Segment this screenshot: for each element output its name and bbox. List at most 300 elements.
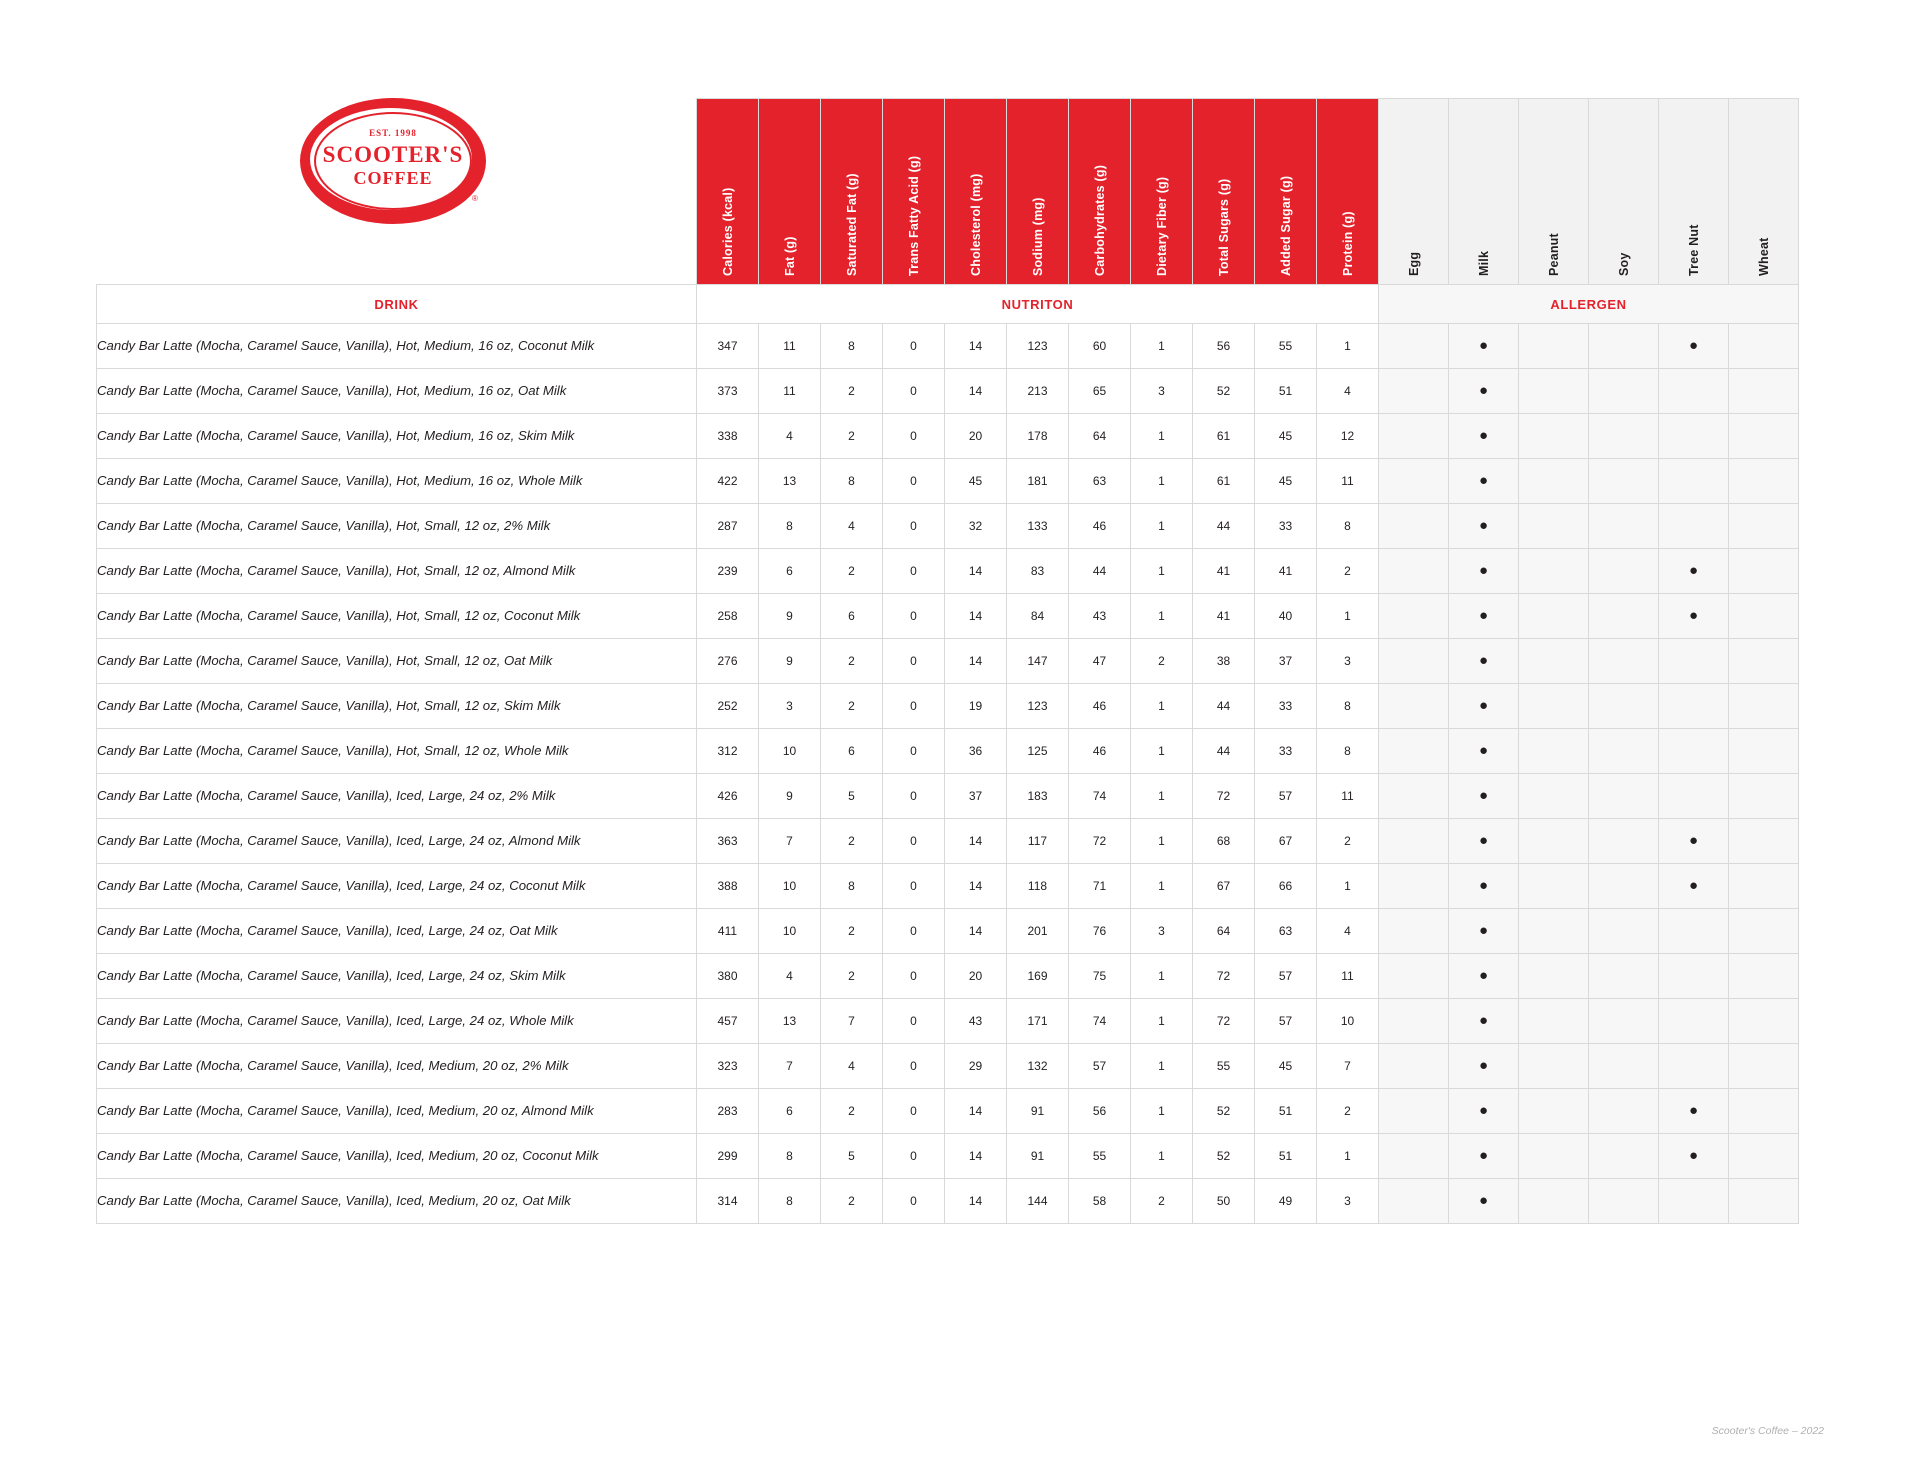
nutrition-value-cell: 57 xyxy=(1255,954,1317,999)
nutrition-value-cell: 0 xyxy=(883,999,945,1044)
nutrition-value-cell: 14 xyxy=(945,819,1007,864)
allergen-marker-cell xyxy=(1519,819,1589,864)
drink-name-cell: Candy Bar Latte (Mocha, Caramel Sauce, Vanilla), Hot, Medium, 16 oz, Whole Milk xyxy=(97,459,697,504)
nutrition-value-cell: 66 xyxy=(1255,864,1317,909)
allergen-marker-cell: ● xyxy=(1659,594,1729,639)
col-header-milk: Milk xyxy=(1449,99,1519,285)
nutrition-value-cell: 20 xyxy=(945,414,1007,459)
nutrition-value-cell: 2 xyxy=(821,954,883,999)
nutrition-value-cell: 61 xyxy=(1193,414,1255,459)
allergen-marker-cell: ● xyxy=(1449,1044,1519,1089)
nutrition-value-cell: 323 xyxy=(697,1044,759,1089)
allergen-marker-cell xyxy=(1729,594,1799,639)
nutrition-value-cell: 0 xyxy=(883,954,945,999)
nutrition-value-cell: 8 xyxy=(759,1134,821,1179)
nutrition-value-cell: 67 xyxy=(1193,864,1255,909)
nutrition-value-cell: 37 xyxy=(945,774,1007,819)
table-row xyxy=(97,504,1799,549)
allergen-marker-cell xyxy=(1729,729,1799,774)
nutrition-value-cell: 299 xyxy=(697,1134,759,1179)
drink-name-cell: Candy Bar Latte (Mocha, Caramel Sauce, Vanilla), Hot, Small, 12 oz, Oat Milk xyxy=(97,639,697,684)
nutrition-value-cell: 64 xyxy=(1069,414,1131,459)
nutrition-value-cell: 83 xyxy=(1007,549,1069,594)
nutrition-table xyxy=(96,98,1799,1224)
nutrition-value-cell: 60 xyxy=(1069,324,1131,369)
nutrition-value-cell: 2 xyxy=(821,684,883,729)
drink-name-cell: Candy Bar Latte (Mocha, Caramel Sauce, Vanilla), Hot, Medium, 16 oz, Coconut Milk xyxy=(97,324,697,369)
nutrition-value-cell: 44 xyxy=(1193,729,1255,774)
nutrition-value-cell: 252 xyxy=(697,684,759,729)
allergen-marker-cell xyxy=(1519,459,1589,504)
allergen-marker-cell: ● xyxy=(1659,549,1729,594)
allergen-marker-cell xyxy=(1729,999,1799,1044)
allergen-marker-cell xyxy=(1379,1134,1449,1179)
nutrition-value-cell: 4 xyxy=(821,1044,883,1089)
nutrition-value-cell: 43 xyxy=(1069,594,1131,639)
table-row xyxy=(97,639,1799,684)
allergen-marker-cell: ● xyxy=(1449,324,1519,369)
allergen-marker-cell xyxy=(1729,1044,1799,1089)
nutrition-value-cell: 2 xyxy=(821,1089,883,1134)
nutrition-value-cell: 132 xyxy=(1007,1044,1069,1089)
nutrition-value-cell: 32 xyxy=(945,504,1007,549)
nutrition-value-cell: 7 xyxy=(1317,1044,1379,1089)
nutrition-value-cell: 11 xyxy=(759,324,821,369)
nutrition-value-cell: 0 xyxy=(883,459,945,504)
drink-name-cell: Candy Bar Latte (Mocha, Caramel Sauce, Vanilla), Hot, Small, 12 oz, Skim Milk xyxy=(97,684,697,729)
allergen-marker-cell xyxy=(1379,954,1449,999)
allergen-marker-cell xyxy=(1379,504,1449,549)
allergen-marker-cell xyxy=(1519,774,1589,819)
nutrition-value-cell: 43 xyxy=(945,999,1007,1044)
nutrition-value-cell: 1 xyxy=(1131,414,1193,459)
allergen-marker-cell xyxy=(1659,504,1729,549)
nutrition-value-cell: 52 xyxy=(1193,1089,1255,1134)
nutrition-value-cell: 147 xyxy=(1007,639,1069,684)
allergen-marker-cell: ● xyxy=(1659,864,1729,909)
nutrition-value-cell: 3 xyxy=(759,684,821,729)
nutrition-value-cell: 1 xyxy=(1131,999,1193,1044)
logo-est-text: EST. 1998 xyxy=(369,128,417,138)
nutrition-value-cell: 44 xyxy=(1069,549,1131,594)
allergen-marker-cell xyxy=(1729,684,1799,729)
allergen-marker-cell xyxy=(1589,369,1659,414)
logo-brand-name: SCOOTER'S xyxy=(322,142,464,167)
allergen-marker-cell xyxy=(1379,819,1449,864)
nutrition-value-cell: 72 xyxy=(1069,819,1131,864)
nutrition-value-cell: 7 xyxy=(759,819,821,864)
nutrition-value-cell: 287 xyxy=(697,504,759,549)
nutrition-value-cell: 2 xyxy=(1131,639,1193,684)
nutrition-value-cell: 8 xyxy=(1317,504,1379,549)
allergen-marker-cell: ● xyxy=(1449,999,1519,1044)
nutrition-value-cell: 56 xyxy=(1193,324,1255,369)
nutrition-value-cell: 169 xyxy=(1007,954,1069,999)
drink-name-cell: Candy Bar Latte (Mocha, Caramel Sauce, Vanilla), Iced, Large, 24 oz, Almond Milk xyxy=(97,819,697,864)
nutrition-value-cell: 2 xyxy=(1317,1089,1379,1134)
nutrition-value-cell: 0 xyxy=(883,324,945,369)
nutrition-value-cell: 74 xyxy=(1069,999,1131,1044)
drink-name-cell: Candy Bar Latte (Mocha, Caramel Sauce, Vanilla), Iced, Large, 24 oz, 2% Milk xyxy=(97,774,697,819)
col-header-trans-fatty-acid: Trans Fatty Acid (g) xyxy=(883,99,945,285)
nutrition-value-cell: 41 xyxy=(1193,549,1255,594)
nutrition-value-cell: 201 xyxy=(1007,909,1069,954)
nutrition-value-cell: 1 xyxy=(1317,324,1379,369)
allergen-marker-cell xyxy=(1659,729,1729,774)
col-header-calories: Calories (kcal) xyxy=(697,99,759,285)
allergen-marker-cell xyxy=(1379,864,1449,909)
nutrition-value-cell: 10 xyxy=(759,909,821,954)
nutrition-value-cell: 422 xyxy=(697,459,759,504)
col-header-wheat: Wheat xyxy=(1729,99,1799,285)
nutrition-value-cell: 276 xyxy=(697,639,759,684)
nutrition-value-cell: 6 xyxy=(821,729,883,774)
allergen-marker-cell xyxy=(1729,549,1799,594)
table-row xyxy=(97,999,1799,1044)
allergen-marker-cell: ● xyxy=(1449,684,1519,729)
nutrition-value-cell: 2 xyxy=(821,549,883,594)
allergen-marker-cell xyxy=(1379,414,1449,459)
nutrition-value-cell: 49 xyxy=(1255,1179,1317,1224)
nutrition-value-cell: 0 xyxy=(883,909,945,954)
header-logo-spacer xyxy=(97,99,697,285)
allergen-marker-cell xyxy=(1519,729,1589,774)
nutrition-value-cell: 84 xyxy=(1007,594,1069,639)
allergen-marker-cell: ● xyxy=(1659,324,1729,369)
nutrition-value-cell: 45 xyxy=(1255,459,1317,504)
allergen-marker-cell: ● xyxy=(1449,639,1519,684)
nutrition-value-cell: 2 xyxy=(1317,549,1379,594)
allergen-marker-cell xyxy=(1589,1179,1659,1224)
nutrition-value-cell: 19 xyxy=(945,684,1007,729)
allergen-marker-cell: ● xyxy=(1449,774,1519,819)
table-row xyxy=(97,324,1799,369)
table-row xyxy=(97,414,1799,459)
nutrition-value-cell: 71 xyxy=(1069,864,1131,909)
nutrition-value-cell: 72 xyxy=(1193,774,1255,819)
allergen-marker-cell: ● xyxy=(1449,864,1519,909)
allergen-marker-cell xyxy=(1519,1134,1589,1179)
nutrition-value-cell: 2 xyxy=(1317,819,1379,864)
nutrition-value-cell: 6 xyxy=(821,594,883,639)
nutrition-value-cell: 64 xyxy=(1193,909,1255,954)
nutrition-value-cell: 338 xyxy=(697,414,759,459)
table-body xyxy=(97,324,1799,1224)
allergen-marker-cell xyxy=(1659,684,1729,729)
nutrition-value-cell: 63 xyxy=(1255,909,1317,954)
section-header-nutrition: NUTRITON xyxy=(697,285,1379,324)
allergen-marker-cell xyxy=(1729,1134,1799,1179)
nutrition-value-cell: 68 xyxy=(1193,819,1255,864)
drink-name-cell: Candy Bar Latte (Mocha, Caramel Sauce, Vanilla), Iced, Large, 24 oz, Whole Milk xyxy=(97,999,697,1044)
col-header-saturated-fat: Saturated Fat (g) xyxy=(821,99,883,285)
nutrition-value-cell: 10 xyxy=(759,729,821,774)
nutrition-value-cell: 363 xyxy=(697,819,759,864)
nutrition-value-cell: 2 xyxy=(821,1179,883,1224)
table-row xyxy=(97,369,1799,414)
allergen-marker-cell xyxy=(1589,549,1659,594)
nutrition-value-cell: 3 xyxy=(1131,369,1193,414)
nutrition-value-cell: 0 xyxy=(883,729,945,774)
nutrition-value-cell: 46 xyxy=(1069,684,1131,729)
nutrition-value-cell: 76 xyxy=(1069,909,1131,954)
allergen-marker-cell xyxy=(1729,909,1799,954)
nutrition-value-cell: 5 xyxy=(821,774,883,819)
nutrition-value-cell: 1 xyxy=(1317,1134,1379,1179)
nutrition-value-cell: 312 xyxy=(697,729,759,774)
nutrition-value-cell: 0 xyxy=(883,414,945,459)
nutrition-value-cell: 74 xyxy=(1069,774,1131,819)
allergen-marker-cell: ● xyxy=(1449,369,1519,414)
nutrition-value-cell: 1 xyxy=(1131,594,1193,639)
nutrition-value-cell: 3 xyxy=(1317,1179,1379,1224)
nutrition-value-cell: 14 xyxy=(945,549,1007,594)
nutrition-value-cell: 11 xyxy=(1317,459,1379,504)
allergen-marker-cell xyxy=(1589,864,1659,909)
nutrition-value-cell: 29 xyxy=(945,1044,1007,1089)
nutrition-value-cell: 171 xyxy=(1007,999,1069,1044)
nutrition-value-cell: 6 xyxy=(759,549,821,594)
nutrition-value-cell: 314 xyxy=(697,1179,759,1224)
allergen-marker-cell xyxy=(1659,999,1729,1044)
table-row xyxy=(97,1044,1799,1089)
allergen-marker-cell xyxy=(1589,999,1659,1044)
allergen-marker-cell: ● xyxy=(1449,954,1519,999)
drink-name-cell: Candy Bar Latte (Mocha, Caramel Sauce, Vanilla), Hot, Small, 12 oz, 2% Milk xyxy=(97,504,697,549)
nutrition-value-cell: 45 xyxy=(1255,1044,1317,1089)
allergen-marker-cell xyxy=(1659,1179,1729,1224)
nutrition-value-cell: 65 xyxy=(1069,369,1131,414)
nutrition-value-cell: 9 xyxy=(759,639,821,684)
nutrition-value-cell: 14 xyxy=(945,1179,1007,1224)
nutrition-value-cell: 0 xyxy=(883,864,945,909)
allergen-marker-cell xyxy=(1729,954,1799,999)
allergen-marker-cell xyxy=(1519,504,1589,549)
allergen-marker-cell xyxy=(1659,639,1729,684)
nutrition-value-cell: 8 xyxy=(759,1179,821,1224)
allergen-marker-cell: ● xyxy=(1449,414,1519,459)
nutrition-value-cell: 36 xyxy=(945,729,1007,774)
nutrition-value-cell: 1 xyxy=(1131,459,1193,504)
nutrition-value-cell: 50 xyxy=(1193,1179,1255,1224)
allergen-marker-cell: ● xyxy=(1449,909,1519,954)
allergen-marker-cell xyxy=(1519,639,1589,684)
allergen-marker-cell xyxy=(1379,909,1449,954)
allergen-marker-cell: ● xyxy=(1449,1179,1519,1224)
nutrition-value-cell: 33 xyxy=(1255,504,1317,549)
nutrition-value-cell: 13 xyxy=(759,459,821,504)
nutrition-value-cell: 91 xyxy=(1007,1089,1069,1134)
nutrition-value-cell: 5 xyxy=(821,1134,883,1179)
nutrition-value-cell: 0 xyxy=(883,684,945,729)
allergen-marker-cell xyxy=(1589,639,1659,684)
nutrition-value-cell: 1 xyxy=(1131,1089,1193,1134)
nutrition-value-cell: 125 xyxy=(1007,729,1069,774)
allergen-marker-cell xyxy=(1519,1179,1589,1224)
nutrition-value-cell: 1 xyxy=(1131,1134,1193,1179)
nutrition-value-cell: 55 xyxy=(1255,324,1317,369)
nutrition-value-cell: 0 xyxy=(883,369,945,414)
allergen-marker-cell xyxy=(1589,1044,1659,1089)
allergen-marker-cell: ● xyxy=(1449,459,1519,504)
allergen-marker-cell xyxy=(1589,1089,1659,1134)
allergen-marker-cell xyxy=(1659,954,1729,999)
nutrition-value-cell: 57 xyxy=(1255,999,1317,1044)
nutrition-value-cell: 1 xyxy=(1131,684,1193,729)
nutrition-value-cell: 133 xyxy=(1007,504,1069,549)
nutrition-value-cell: 45 xyxy=(945,459,1007,504)
table-row xyxy=(97,909,1799,954)
nutrition-value-cell: 1 xyxy=(1131,774,1193,819)
nutrition-value-cell: 67 xyxy=(1255,819,1317,864)
nutrition-value-cell: 9 xyxy=(759,774,821,819)
nutrition-value-cell: 52 xyxy=(1193,1134,1255,1179)
allergen-marker-cell xyxy=(1519,549,1589,594)
nutrition-value-cell: 52 xyxy=(1193,369,1255,414)
allergen-marker-cell xyxy=(1589,954,1659,999)
nutrition-value-cell: 10 xyxy=(759,864,821,909)
allergen-marker-cell: ● xyxy=(1449,594,1519,639)
allergen-marker-cell xyxy=(1379,324,1449,369)
nutrition-value-cell: 14 xyxy=(945,369,1007,414)
allergen-marker-cell xyxy=(1659,369,1729,414)
allergen-marker-cell: ● xyxy=(1449,549,1519,594)
nutrition-value-cell: 14 xyxy=(945,1089,1007,1134)
allergen-marker-cell xyxy=(1589,459,1659,504)
nutrition-value-cell: 2 xyxy=(1131,1179,1193,1224)
allergen-marker-cell xyxy=(1519,594,1589,639)
nutrition-value-cell: 61 xyxy=(1193,459,1255,504)
column-header-row xyxy=(97,99,1799,285)
nutrition-value-cell: 4 xyxy=(759,414,821,459)
nutrition-value-cell: 426 xyxy=(697,774,759,819)
col-header-total-sugars: Total Sugars (g) xyxy=(1193,99,1255,285)
nutrition-value-cell: 183 xyxy=(1007,774,1069,819)
allergen-marker-cell xyxy=(1519,684,1589,729)
section-header-row xyxy=(97,285,1799,324)
nutrition-value-cell: 1 xyxy=(1131,324,1193,369)
allergen-marker-cell: ● xyxy=(1449,1134,1519,1179)
allergen-marker-cell xyxy=(1379,1179,1449,1224)
col-header-egg: Egg xyxy=(1379,99,1449,285)
nutrition-value-cell: 55 xyxy=(1193,1044,1255,1089)
nutrition-value-cell: 14 xyxy=(945,594,1007,639)
nutrition-value-cell: 57 xyxy=(1069,1044,1131,1089)
nutrition-value-cell: 56 xyxy=(1069,1089,1131,1134)
nutrition-value-cell: 178 xyxy=(1007,414,1069,459)
nutrition-value-cell: 8 xyxy=(1317,684,1379,729)
allergen-marker-cell xyxy=(1379,999,1449,1044)
nutrition-value-cell: 1 xyxy=(1131,864,1193,909)
drink-name-cell: Candy Bar Latte (Mocha, Caramel Sauce, Vanilla), Iced, Medium, 20 oz, Almond Milk xyxy=(97,1089,697,1134)
nutrition-value-cell: 72 xyxy=(1193,954,1255,999)
nutrition-value-cell: 91 xyxy=(1007,1134,1069,1179)
table-row xyxy=(97,774,1799,819)
table-row xyxy=(97,549,1799,594)
nutrition-value-cell: 72 xyxy=(1193,999,1255,1044)
nutrition-value-cell: 4 xyxy=(759,954,821,999)
nutrition-value-cell: 388 xyxy=(697,864,759,909)
nutrition-value-cell: 44 xyxy=(1193,684,1255,729)
nutrition-value-cell: 46 xyxy=(1069,504,1131,549)
allergen-marker-cell: ● xyxy=(1449,1089,1519,1134)
nutrition-value-cell: 7 xyxy=(821,999,883,1044)
col-header-sodium: Sodium (mg) xyxy=(1007,99,1069,285)
nutrition-value-cell: 283 xyxy=(697,1089,759,1134)
nutrition-value-cell: 14 xyxy=(945,864,1007,909)
nutrition-value-cell: 58 xyxy=(1069,1179,1131,1224)
drink-name-cell: Candy Bar Latte (Mocha, Caramel Sauce, Vanilla), Hot, Small, 12 oz, Whole Milk xyxy=(97,729,697,774)
nutrition-value-cell: 1 xyxy=(1131,819,1193,864)
nutrition-value-cell: 4 xyxy=(1317,369,1379,414)
nutrition-value-cell: 373 xyxy=(697,369,759,414)
nutrition-value-cell: 10 xyxy=(1317,999,1379,1044)
nutrition-value-cell: 0 xyxy=(883,774,945,819)
drink-name-cell: Candy Bar Latte (Mocha, Caramel Sauce, Vanilla), Iced, Large, 24 oz, Skim Milk xyxy=(97,954,697,999)
nutrition-value-cell: 14 xyxy=(945,1134,1007,1179)
table-row xyxy=(97,1089,1799,1134)
nutrition-value-cell: 2 xyxy=(821,369,883,414)
nutrition-value-cell: 457 xyxy=(697,999,759,1044)
allergen-marker-cell xyxy=(1379,594,1449,639)
allergen-marker-cell: ● xyxy=(1659,1089,1729,1134)
allergen-marker-cell xyxy=(1729,774,1799,819)
nutrition-value-cell: 14 xyxy=(945,324,1007,369)
allergen-marker-cell xyxy=(1379,549,1449,594)
nutrition-value-cell: 8 xyxy=(1317,729,1379,774)
nutrition-value-cell: 41 xyxy=(1193,594,1255,639)
allergen-marker-cell xyxy=(1659,414,1729,459)
nutrition-value-cell: 118 xyxy=(1007,864,1069,909)
allergen-marker-cell xyxy=(1659,909,1729,954)
nutrition-value-cell: 1 xyxy=(1131,954,1193,999)
allergen-marker-cell xyxy=(1379,369,1449,414)
nutrition-value-cell: 123 xyxy=(1007,684,1069,729)
nutrition-value-cell: 181 xyxy=(1007,459,1069,504)
nutrition-value-cell: 0 xyxy=(883,639,945,684)
allergen-marker-cell xyxy=(1659,1044,1729,1089)
allergen-marker-cell xyxy=(1379,459,1449,504)
nutrition-value-cell: 213 xyxy=(1007,369,1069,414)
nutrition-value-cell: 144 xyxy=(1007,1179,1069,1224)
allergen-marker-cell xyxy=(1659,774,1729,819)
nutrition-value-cell: 8 xyxy=(759,504,821,549)
nutrition-value-cell: 1 xyxy=(1131,549,1193,594)
col-header-tree-nut: Tree Nut xyxy=(1659,99,1729,285)
nutrition-value-cell: 0 xyxy=(883,1044,945,1089)
nutrition-value-cell: 1 xyxy=(1131,1044,1193,1089)
footer-copyright: Scooter's Coffee – 2022 xyxy=(1711,1425,1824,1437)
allergen-marker-cell xyxy=(1589,729,1659,774)
allergen-marker-cell xyxy=(1519,1089,1589,1134)
nutrition-value-cell: 1 xyxy=(1317,864,1379,909)
nutrition-value-cell: 6 xyxy=(759,1089,821,1134)
nutrition-value-cell: 0 xyxy=(883,594,945,639)
nutrition-value-cell: 41 xyxy=(1255,549,1317,594)
nutrition-value-cell: 51 xyxy=(1255,1089,1317,1134)
nutrition-value-cell: 40 xyxy=(1255,594,1317,639)
nutrition-value-cell: 380 xyxy=(697,954,759,999)
col-header-fat: Fat (g) xyxy=(759,99,821,285)
allergen-marker-cell xyxy=(1379,729,1449,774)
nutrition-value-cell: 13 xyxy=(759,999,821,1044)
allergen-marker-cell xyxy=(1519,909,1589,954)
drink-name-cell: Candy Bar Latte (Mocha, Caramel Sauce, Vanilla), Iced, Large, 24 oz, Oat Milk xyxy=(97,909,697,954)
allergen-marker-cell xyxy=(1589,324,1659,369)
allergen-marker-cell xyxy=(1519,864,1589,909)
allergen-marker-cell xyxy=(1519,1044,1589,1089)
allergen-marker-cell xyxy=(1379,1089,1449,1134)
